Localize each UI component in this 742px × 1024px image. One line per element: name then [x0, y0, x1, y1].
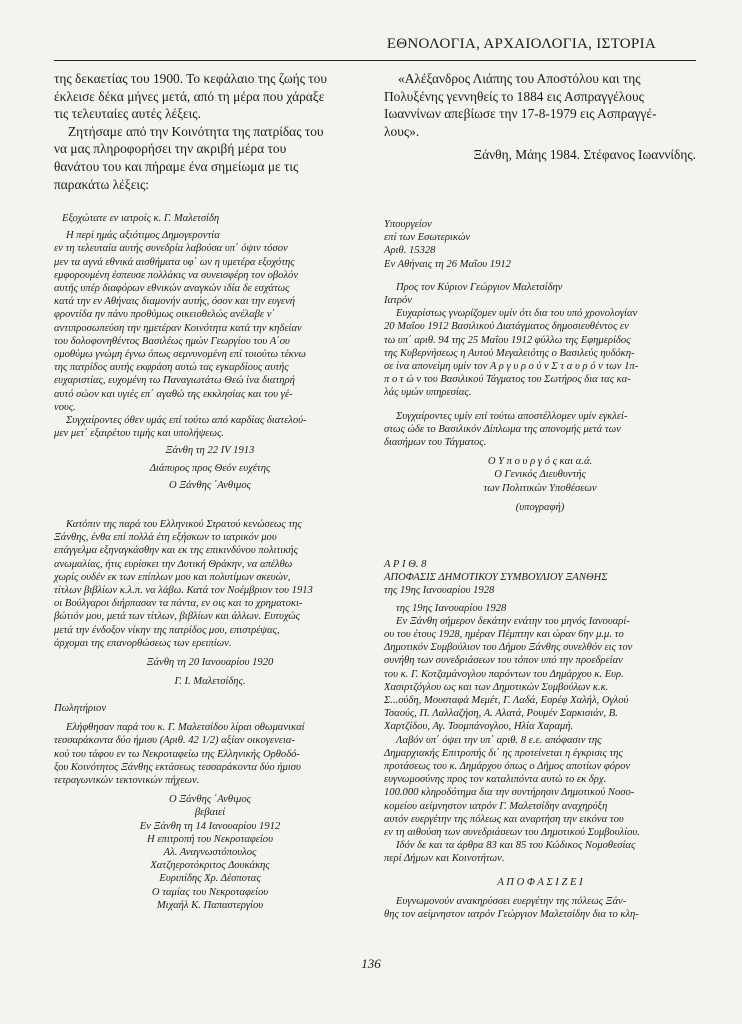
text-line: τις τελευταίες αυτές λέξεις. [54, 106, 201, 122]
ministry-header: Αριθ. 15328 [384, 245, 436, 257]
text-line: κού του τάφου εν τω Νεκροταφείω της Ελληνικής Ορθοδό- [54, 748, 300, 760]
doc-maletsidis-note [54, 518, 366, 688]
decides-heading: Α Π Ο Φ Α Σ Ι Ζ Ε Ι [497, 876, 583, 888]
text-line: θανάτου του και πήραμε ένα σημείωμα με τις [54, 158, 299, 174]
page-number: 136 [361, 956, 381, 971]
text-line: μεν τα αγνά εθνικά αισθήματα υφ΄ ων η υμετέρα εξοχότης [54, 256, 295, 268]
text-line: Εν Ξάνθη σήμερον δεκάτην ενάτην του μηνός Ιανουαρί- [396, 615, 630, 627]
doc-ministry-letter [384, 218, 696, 514]
text-line: 20 Μαΐου 1912 Βασιλικού Διατάγματος δημοσιευθέντος εν [384, 321, 629, 333]
note-date: Ξάνθη τη 20 Ιανουαρίου 1920 [146, 657, 274, 669]
text-line: φροντίδα ην πάνυ προθύμως οικειοθελώς ανέλαβε ν΄ [54, 309, 275, 321]
ministry-header: επί των Εσωτερικών [384, 232, 471, 244]
ministry-signature: των Πολιτικών Υποθέσεων [483, 482, 597, 494]
text-line: συνήθη των συνεδριάσεων του τόπον υπό την προεδρείαν [384, 655, 623, 667]
text-line: Χασιρτζόγλου ως και των Δημοτικών Συμβούλων κ.κ. [384, 681, 609, 693]
text-line: σε ίνα απονείμη υμίν τον Α ρ γ υ ρ ο ύ ν Σ τ α υ ρ ό ν των 1π- [384, 361, 639, 373]
text-line: ομοθύμω γνώμη έγνω όπως σεμνυνομένη επί τοιούτω τέκνω [54, 349, 306, 361]
text-line: οι Βούλγαροι διήρπασαν τα πάντα, εν οις και το χρηματοκι- [54, 598, 303, 610]
text-line: Ιδόν δε και τα άρθρα 83 και 85 του Κώδικος Νομοθεσίας [396, 840, 636, 852]
text-line: τεσσαράκοντα δύο ήμισυ (Αριθ. 42 1/2) αξίαν οικογενεια- [54, 735, 296, 747]
letter-closing: Διάπυρος προς Θεόν ευχέτης [149, 462, 271, 474]
text-line: «Αλέξανδρος Λιάπης του Αποστόλου και της [398, 71, 641, 86]
text-line: Συγχαίροντες όθεν υμάς επί τούτω από καρδίας διατελού- [66, 415, 307, 427]
text-line: προτάσεως του κ. Δημάρχου όπως ο Δήμος αποτίων φόρον [384, 761, 631, 773]
text-line: περί Δήμων και Κοινοτήτων. [384, 853, 505, 865]
intro-left [54, 70, 366, 193]
text-line: εν τη αιθούση των συνεδριάσεων του Δημοτικού Συμβουλίου. [384, 827, 640, 839]
text-line: τίτλων βιβλίων κ.λ.π. να λάβω. Κατά τον Νοέμβριον του 1913 [54, 585, 313, 597]
deed-signature: Ο ταμίας του Νεκροταφείου [151, 886, 269, 898]
text-line: έκλεισε δέκα μήνες μετά, από τη μέρα που χάραξε [54, 88, 325, 104]
text-line: ευγνωμοσύνης προς τον καταλιπόντα αυτώ το εκ δρχ. [384, 774, 607, 786]
text-line: επάγγελμα εξηναγκάσθην και εκ της επικινδύνου πολιτικής [54, 545, 298, 557]
text-line: Ζητήσαμε από την Κοινότητα της πατρίδας του [68, 123, 324, 139]
text-line: βώτιόν μου, μετά των τίτλων, βιβλίων και άλλων. Ευτυχώς [54, 611, 300, 623]
doc-council-decision [384, 558, 696, 921]
text-line: Κατόπιν της παρά του Ελληνικού Στρατού κενώσεως της [66, 519, 302, 530]
text-line: Δημοτικόν Συμβούλιον του Δήμου Ξάνθης συνελθόν εις τον [384, 642, 633, 654]
text-line: αυτό σώον και υγιές επ΄ αγαθώ της εκκλησίας και του γέ- [54, 388, 293, 400]
text-line: Ξάνθης, ένθα επί πολλά έτη εξήσκων το ιατρικόν μου [54, 532, 277, 544]
text-line: να μας πληροφορήσει την ακριβή μέρα του [54, 141, 287, 157]
text-line: Η περί ημάς αξιότιμος Δημογεροντία [66, 230, 220, 242]
text-line: λους». [384, 123, 420, 139]
text-line: Λαβόν υπ΄ όψει την υπ΄ αριθ. 8 ε.ε. απόφασιν της [396, 734, 602, 746]
text-line: ανωμαλίας, ήτις ευρίσκει την Δυτική Θράκην, να απέλθω [54, 558, 293, 570]
deed-signature: Η επιτροπή του Νεκροταφείου [147, 833, 273, 845]
doc-dimogerontia-letter [54, 212, 366, 492]
text-line: του δολοφονηθέντος Βασιλέως ημών Γεωργίου του Α΄ου [54, 335, 290, 347]
text-line: της πατρίδος αυτής εκφράση αυτώ τας εγκαρδίους αυτής [54, 362, 289, 374]
text-line: μεν μετ΄ εξαιρέτου τιμής και υπολήψεως. [54, 428, 224, 440]
text-line: Ιωαννίνων απεβίωσε την 17-8-1979 εις Ασπραγγέ- [384, 106, 657, 122]
text-line: κομείου αείμνηστον ιατρόν Γ. Μαλετσίδην αναχηρύξη [384, 800, 608, 812]
text-line: αντιπροσωπεύση την ημετέραν Κοινότητα κατά την κηδείαν [54, 322, 302, 334]
decision-date: της 19ης Ιανουαρίου 1928 [396, 602, 507, 614]
text-line: τω υπ΄ αριθ. 94 της 25 Μαΐου 1912 φύλλω της Εφημερίδος [384, 334, 631, 346]
text-line: αυτόν ευεργέτην της πόλεως και αναρτήση την εικόνα του [384, 813, 624, 825]
ministry-header: Υπουργείον [384, 219, 432, 230]
deed-signature: Χατζηεροτόκριτος Δουκάκης [150, 860, 270, 872]
deed-signature: Ευριπίδης Χρ. Δέσποτας [159, 873, 261, 885]
text-line: της Κυβερνήσεως η Αυτού Μεγαλειότης ο Βασιλεύς ηυδόκη- [384, 347, 635, 359]
letter-signature: Ο Ξάνθης ΄Ανθιμος [169, 479, 251, 491]
text-line: Συγχαίροντες υμίν επί τούτω αποστέλλομεν υμίν εγκλεί- [396, 410, 628, 422]
byline: Ξάνθη, Μάης 1984. Στέφανος Ιωαννίδης. [473, 147, 696, 163]
text-line: χωρίς ουδέν εκ των επίπλων μου και πολυτίμων σκευών, [54, 571, 291, 583]
text-line: του κ. Γ. Κοτζαμάνογλου παρόντων του Δημάρχου κ. Ευρ. [384, 668, 624, 680]
text-line: Σ...ούδη, Μουσταφά Μεμέτ, Γ. Λαδά, Εσρέφ Χαλήλ, Ογλού [384, 695, 629, 707]
text-line: Πολυξένης γεννηθείς το 1884 εις Ασπραγγέλους [384, 88, 644, 104]
text-line: Χαρτζίδου, Αγ. Τσομπάνογλου, Ηλία Χαραμή. [384, 721, 574, 733]
text-line: κατά την εν Αθήναις διαμονήν αυτής, όσον και την ευγενή [54, 296, 296, 308]
text-line: Ευγνωμονούν ανακηρύσσει ευεργέτην της πόλεως Ξάν- [396, 895, 627, 907]
text-line: ου του έτους 1928, ημέραν Πέμπτην και ώραν 6ην μ.μ. το [384, 629, 624, 641]
intro-right [384, 70, 696, 164]
deed-signature: Μιχαήλ Κ. Παπαστεργίου [156, 899, 264, 911]
text-line: εμφορουμένη έσπευσε πολλάκις να συνεισφέρη τον οβολόν [54, 269, 299, 281]
text-line: 100.000 κληροδότημα δια την συντήρησιν Δημοτικού Νοσο- [384, 787, 635, 799]
text-line: μετά την ένδοξον νίκην της πατρίδος μου, επιστρέψας, [54, 624, 280, 636]
text-line: Ευχαρίστως γνωρίζομεν υμίν ότι δια του υπό χρονολογίαν [396, 308, 638, 320]
letter-date: Ξάνθη τη 22 IV 1913 [165, 445, 255, 457]
ministry-signature: Ο Γενικός Διευθυντής [494, 469, 586, 481]
addressee: Ιατρόν [384, 295, 412, 307]
text-line: ευχαριστίας, ευχομένη τω Παναγιωτάτω Θεώ ίνα διατηρή [54, 375, 295, 387]
addressee: Προς τον Κύριον Γεώργιον Μαλετσίδην [396, 281, 563, 293]
text-line: λάς υμών υπηρεσίας. [384, 387, 472, 399]
text-line: ξου Κοινότητος Ξάνθης εκτάσεως τεσσαράκοντα δύο ήμισυ [54, 761, 301, 773]
deed-title: Πωλητήριον [54, 703, 107, 714]
deed-signature: Ο Ξάνθης ΄Ανθιμος [169, 794, 251, 806]
text-line: Ελήφθησαν παρά του κ. Γ. Μαλετσίδου λίραι οθωμανικαί [66, 722, 305, 734]
ministry-signature: Ο Υ π ο υ ρ γ ό ς και α.ά. [487, 456, 593, 468]
text-line: τετραγωνικών τεκτονικών πήχεων. [54, 775, 200, 787]
text-line: άρχομαι της επανορθώσεως των ερειπίων. [54, 637, 232, 649]
ministry-signature: (υπογραφή) [515, 501, 565, 513]
deed-signature: Αλ. Αναγνωστόπουλος [163, 847, 257, 859]
text-line: π ο τ ώ ν του Βασιλικού Τάγματος του Σωτήρος δια τας κα- [384, 374, 631, 386]
text-line: νους. [54, 401, 76, 413]
decision-title: ΑΠΟΦΑΣΙΣ ΔΗΜΟΤΙΚΟΥ ΣΥΜΒΟΥΛΙΟΥ ΞΑΝΘΗΣ [384, 572, 608, 584]
text-line: της δεκαετίας του 1900. Το κεφάλαιο της ζωής του [54, 71, 328, 86]
doc-sales-deed [54, 702, 366, 912]
salutation: Εξοχώτατε εν ιατροίς κ. Γ. Μαλετσίδη [62, 213, 220, 224]
deed-signature: Εν Ξάνθη τη 14 Ιανουαρίου 1912 [139, 820, 281, 832]
text-line: εν τη τελευταία αυτής συνεδρία λαβούσα υπ΄ όψιν τόσον [54, 243, 288, 255]
text-line: Δημαρχιακής Επιτροπής δι΄ ης προτείνεται η έγκρισις της [384, 747, 623, 759]
deed-signature: βεβαιεί [194, 807, 226, 819]
text-line: στως ώδε το Βασιλικόν Δίπλωμα της απονομής μετά των [384, 423, 621, 435]
text-line: παρακάτω λέξεις: [54, 176, 149, 192]
text-line: αυτής υπέρ διαφόρων εθνικών αναγκών ιδία δε εσχάτως [54, 283, 290, 295]
decision-date: της 19ης Ιανουαρίου 1928 [384, 585, 495, 597]
page-header [54, 26, 696, 61]
decision-number: Α Ρ Ι Θ. 8 [384, 559, 427, 570]
running-title: ΕΘΝΟΛΟΓΙΑ, ΑΡΧΑΙΟΛΟΓΙΑ, ΙΣΤΟΡΙΑ [386, 36, 656, 52]
text-line: διασήμων του Τάγματος. [384, 437, 487, 449]
text-line: Τσαούς, Π. Λαλλαζήση, Α. Αλατά, Ρουμέν Σαρκισιάν, Β. [384, 708, 618, 720]
text-line: θης τον αείμνηστον ιατρόν Γεώργιον Μαλετσίδην δια το κλη- [384, 909, 639, 921]
ministry-date: Εν Αθήναις τη 26 Μαΐου 1912 [384, 258, 511, 270]
note-signature: Γ. Ι. Μαλετσίδης. [174, 676, 246, 688]
